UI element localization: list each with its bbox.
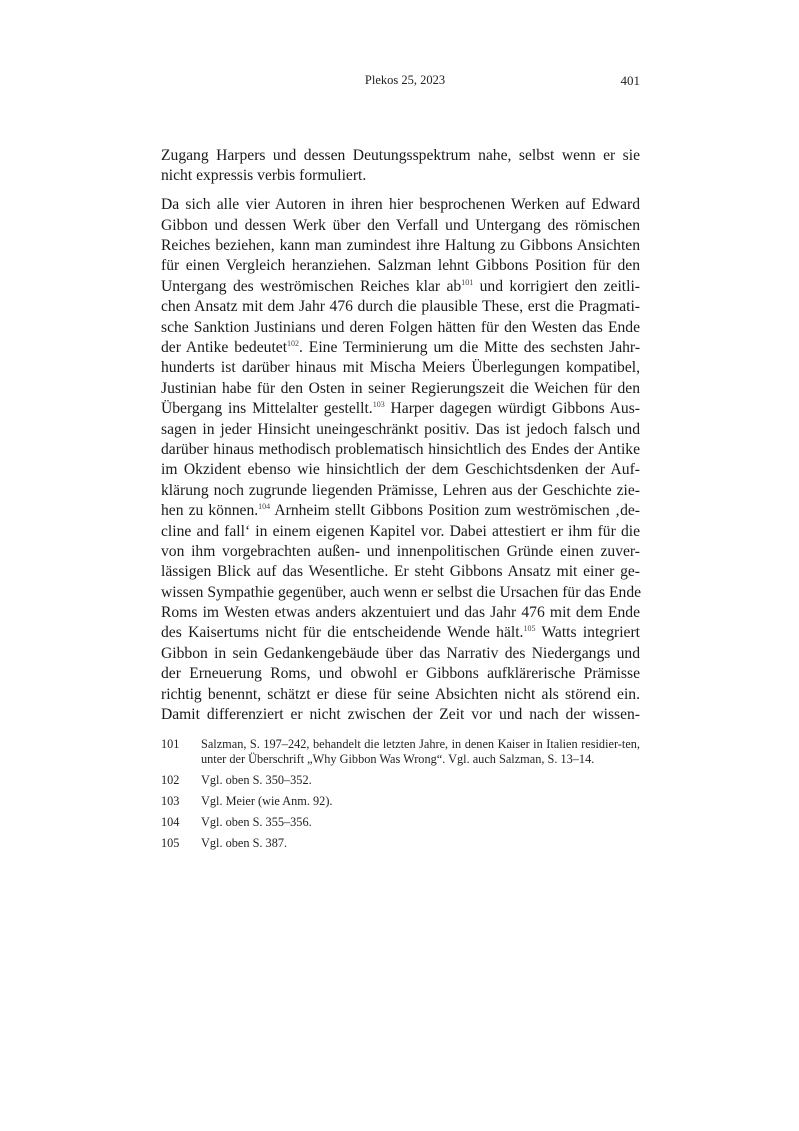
paragraph <box>161 146 640 187</box>
text-line: Übergang ins Mittelalter gestellt.$^{103}$ Harper dagegen würdigt Gibbons Aus- <box>161 400 640 418</box>
footnote-text: Vgl. oben S. 387. <box>201 836 288 850</box>
text-line: hunderts ist darüber hinaus mit Mischa Meiers Überlegungen kompatibel, <box>161 359 640 377</box>
text-line: lässigen Blick auf das Wesentliche. Er steht Gibbons Ansatz mit einer ge- <box>161 563 640 581</box>
footnote-reference[interactable]: 101 <box>461 277 474 287</box>
text-line: Reiches beziehen, kann man zumindest ihre Haltung zu Gibbons Ansichten <box>161 237 640 255</box>
footnote-text: Vgl. oben S. 350–352. <box>201 773 312 787</box>
text-line: Gibbon und dessen Werk über den Verfall und Untergang des römischen <box>161 216 640 234</box>
footnote-number: 104 <box>161 815 180 829</box>
text-line: der Antike bedeutet$^{102}$. Eine Terminierung um die Mitte des sechsten Jahr- <box>161 339 641 357</box>
footnote-reference[interactable]: 104 <box>258 502 271 512</box>
text-line: Damit differenziert er nicht zwischen der Zeit vor und nach der wissen- <box>161 706 640 724</box>
text-line: Roms im Westen etwas anders akzentuiert und das Jahr 476 mit dem Ende <box>161 604 640 622</box>
footnote <box>161 836 640 851</box>
text-line: der Erneuerung Roms, und obwohl er Gibbons aufklärerische Prämisse <box>161 665 640 683</box>
text-line: sagen in jeder Hinsicht uneingeschränkt positiv. Das ist jedoch falsch und <box>161 420 640 438</box>
text-line: Untergang des weströmischen Reiches klar $ab^{101}$ und korrigiert den zeitli- <box>161 277 640 295</box>
footnote-text: Vgl. Meier (wie Anm. 92). <box>201 794 333 808</box>
main-text <box>161 146 640 734</box>
text-line: klärung noch zugrunde liegenden Prämisse, Lehren aus der Geschichte zie- <box>161 481 640 499</box>
footnote <box>161 794 640 809</box>
footnotes <box>161 737 640 857</box>
running-header-title: Plekos 25, 2023 <box>364 73 446 87</box>
footnote <box>161 737 640 767</box>
text-line: von ihm vorgebrachten außen- und innenpolitischen Gründe einen zuver- <box>161 542 640 560</box>
footnote-number: 101 <box>161 737 180 751</box>
footnote-text: Vgl. oben S. 355–356. <box>201 815 312 829</box>
text-line: hen zu können.$^{104}$ Arnheim stellt Gibbons Position zum weströmischen ‚de- <box>161 502 640 520</box>
page-number: 401 <box>620 73 640 88</box>
text-line: cline and fall‘ in einem eigenen Kapitel vor. Dabei attestiert er ihm für die <box>161 522 640 540</box>
footnote <box>161 773 640 788</box>
text-line: im Okzident ebenso wie hinsichtlich der dem Geschichtsdenken der Auf- <box>161 461 640 479</box>
footnote-number: 102 <box>161 773 180 787</box>
text-line: wissen Sympathie gegenüber, auch wenn er selbst die Ursachen für das Ende <box>161 583 642 601</box>
footnote-reference[interactable]: 105 <box>523 624 536 634</box>
footnote-reference[interactable]: 102 <box>287 339 300 349</box>
text-line: richtig benennt, schätzt er diese für seine Absichten nicht als störend ein. <box>161 685 640 703</box>
text-line: Gibbon in sein Gedankengebäude über das Narrativ des Niedergangs und <box>161 644 640 662</box>
text-line: des Kaisertums nicht für die entscheidende Wende hält.$^{105}$ Watts integriert <box>161 624 640 642</box>
text-line: sche Sanktion Justinians und deren Folgen hätten für den Westen das Ende <box>161 318 640 336</box>
footnote-text: Salzman, S. 197–242, behandelt die letzten Jahre, in denen Kaiser in Italien residier-ten, unter der Überschrift „Why Gibbon Was Wrong“. Vgl. auch Salzman, S. 13–14. <box>201 737 640 766</box>
text-line: chen Ansatz mit dem Jahr 476 durch die plausible These, erst die Pragmati- <box>161 298 640 316</box>
text-line: Da sich alle vier Autoren in ihren hier besprochenen Werken auf Edward <box>161 196 640 214</box>
footnote <box>161 815 640 830</box>
paragraph <box>161 195 640 725</box>
footnote-number: 103 <box>161 794 180 808</box>
text-line: für einen Vergleich heranziehen. Salzman lehnt Gibbons Position für den <box>161 257 640 275</box>
text-line: nicht expressis verbis formuliert. <box>161 167 367 185</box>
text-line: Justinian habe für den Osten in seiner Regierungszeit die Weichen für den <box>161 379 640 397</box>
text-line: darüber hinaus methodisch problematisch hinsichtlich des Endes der Antike <box>161 440 640 458</box>
text-line: Zugang Harpers und dessen Deutungsspektrum nahe, selbst wenn er sie <box>161 147 640 164</box>
footnote-number: 105 <box>161 836 180 850</box>
footnote-reference[interactable]: 103 <box>372 400 385 410</box>
